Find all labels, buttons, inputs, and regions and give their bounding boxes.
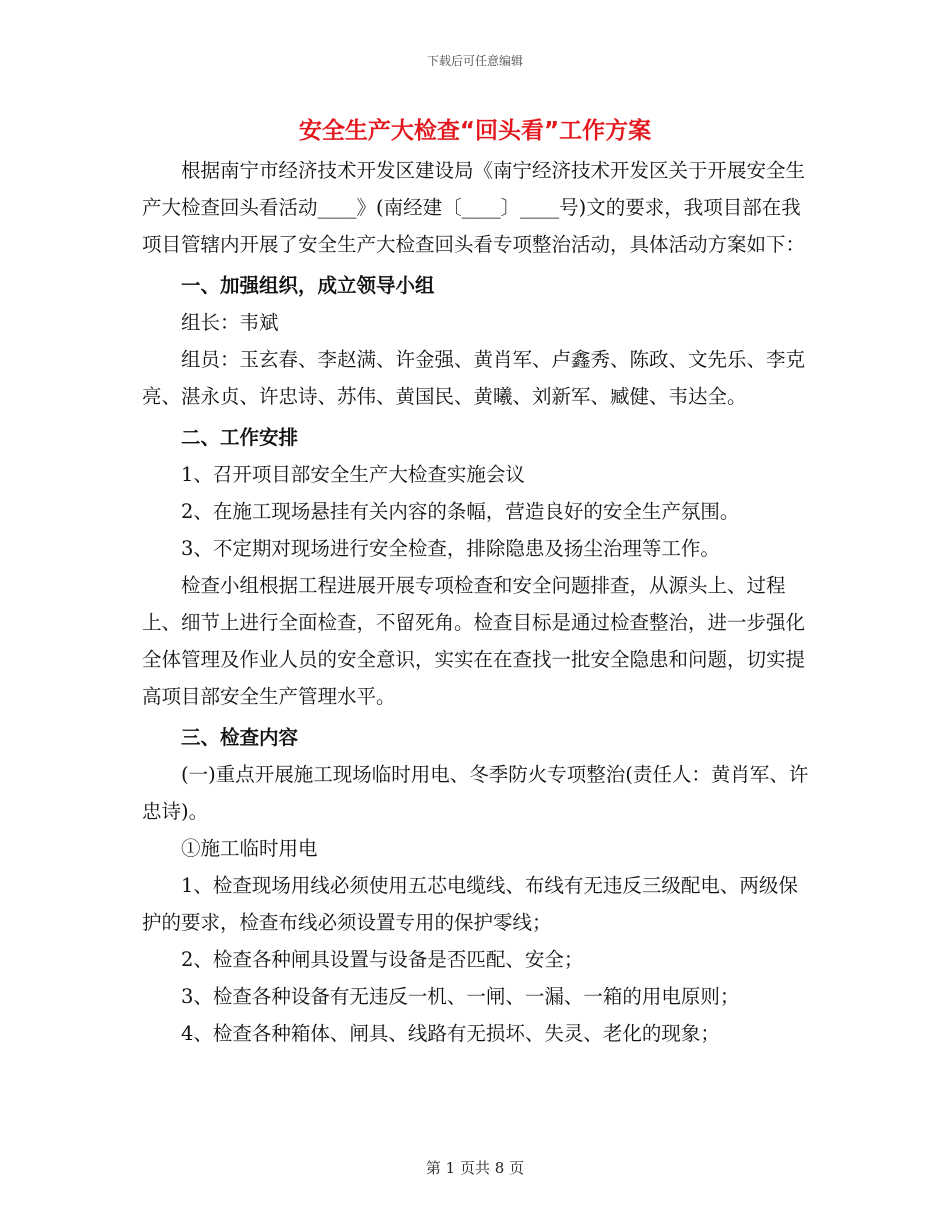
paragraph-members: 组员：玉玄春、李赵满、许金强、黄肖军、卢鑫秀、陈政、文先乐、李克亮、湛永贞、许忠诗、苏伟、黄国民、黄曦、刘新军、臧健、韦达全。 (142, 348, 806, 408)
paragraph-item-3: 3、不定期对现场进行安全检查，排除隐患及扬尘治理等工作。 (181, 537, 720, 560)
paragraph-item-1: 1、召开项目部安全生产大检查实施会议 (181, 463, 525, 486)
paragraph-check-3: 3、检查各种设备有无违反一机、一闸、一漏、一箱的用电原则； (181, 985, 740, 1008)
intro-paragraph: 根据南宁市经济技术开发区建设局《南宁经济技术开发区关于开展安全生产大检查回头看活动____》(南经建〔____〕____号)文的要求，我项目部在我项目管辖内开展了安全生产大检查回头看专项整治活动，具体活动方案如下： (142, 159, 806, 256)
paragraph-subsection-1: (一)重点开展施工现场临时用电、冬季防火专项整治(责任人：黄肖军、许忠诗)。 (142, 763, 809, 823)
page-footer: 第 1 页共 8 页 (425, 1159, 525, 1177)
paragraph-check-1: 1、检查现场用线必须使用五芯电缆线、布线有无违反三级配电、两级保护的要求，检查布线必须设置专用的保护零线； (142, 874, 798, 934)
section-heading-2: 二、工作安排 (181, 426, 299, 449)
paragraph-check-2: 2、检查各种闸具设置与设备是否匹配、安全； (181, 948, 584, 971)
page-header: 下载后可任意编辑 (426, 54, 523, 68)
section-heading-3: 三、检查内容 (181, 726, 299, 749)
paragraph-inspection: 检查小组根据工程进展开展专项检查和安全问题排查，从源头上、过程上、细节上进行全面检查，不留死角。检查目标是通过检查整治，进一步强化全体管理及作业人员的安全意识，实实在在查找一批安全隐患和问题，切实提高项目部安全生产管理水平。 (142, 574, 806, 708)
paragraph-leader: 组长：韦斌 (181, 311, 279, 334)
section-heading-1: 一、加强组织，成立领导小组 (181, 274, 435, 297)
paragraph-item-2: 2、在施工现场悬挂有关内容的条幅，营造良好的安全生产氛围。 (181, 500, 740, 523)
paragraph-subheading: ①施工临时用电 (181, 837, 318, 860)
document-title: 安全生产大检查“回头看”工作方案 (298, 118, 652, 144)
document-body (142, 152, 812, 1052)
paragraph-check-4: 4、检查各种箱体、闸具、线路有无损坏、失灵、老化的现象； (181, 1022, 720, 1045)
